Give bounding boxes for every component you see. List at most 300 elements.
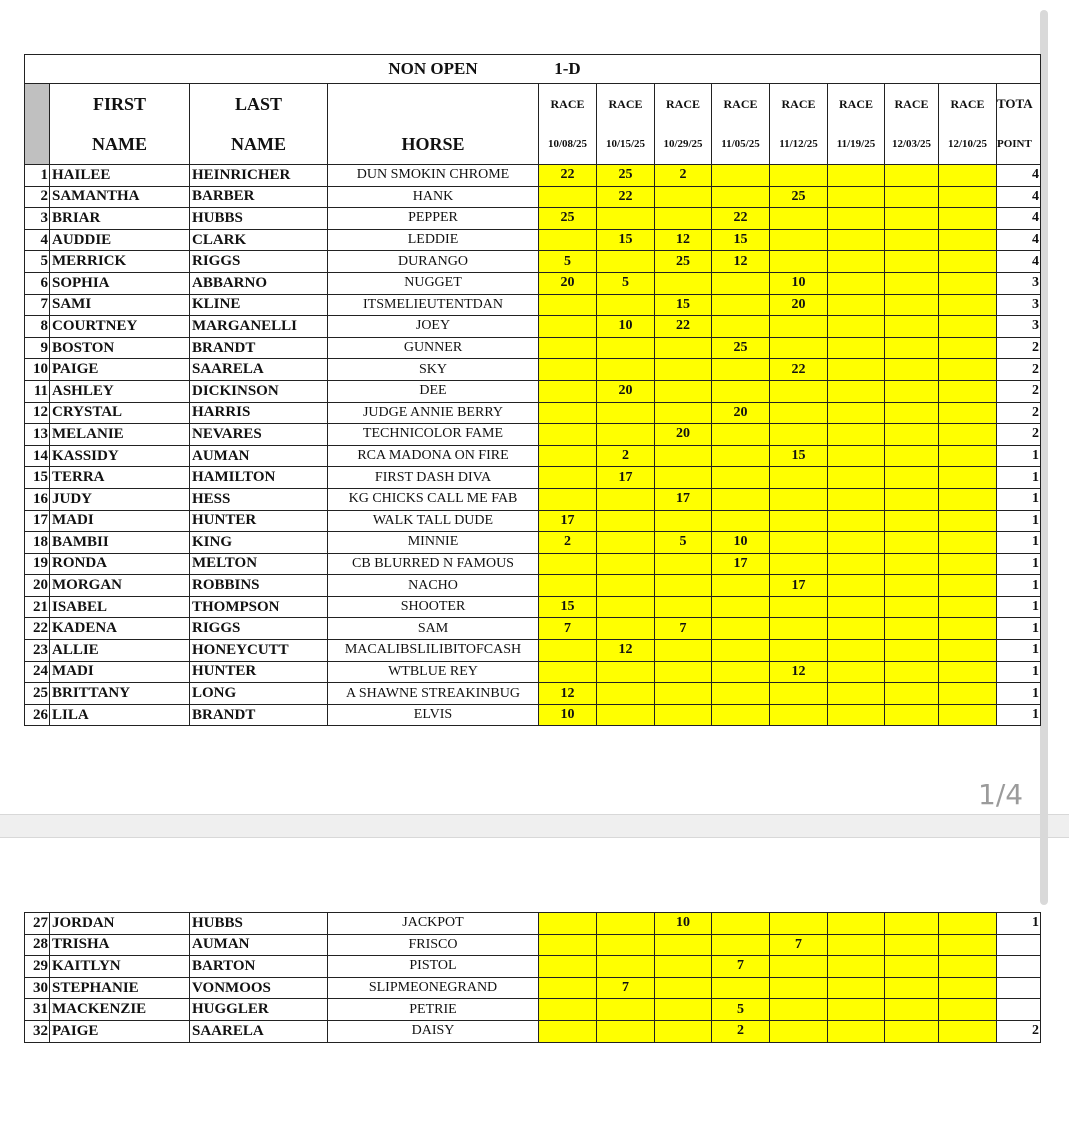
race-points-cell <box>655 661 712 683</box>
race-points-cell <box>539 294 597 316</box>
table-row <box>25 165 1041 187</box>
race-points-cell <box>655 445 712 467</box>
last-name-cell: BARTON <box>190 956 328 978</box>
race-points-cell: 15 <box>655 294 712 316</box>
race-points-cell <box>712 272 770 294</box>
race-points-cell <box>828 294 885 316</box>
race-points-cell <box>655 510 712 532</box>
race-date-header: 11/19/25 <box>828 124 885 165</box>
race-points-cell <box>828 229 885 251</box>
first-name-header-line1: FIRST <box>50 84 190 125</box>
race-points-cell <box>712 316 770 338</box>
horse-cell: GUNNER <box>328 337 539 359</box>
horse-cell: FRISCO <box>328 934 539 956</box>
scrollbar[interactable] <box>1040 10 1048 905</box>
race-points-cell: 10 <box>597 316 655 338</box>
race-points-cell <box>712 596 770 618</box>
horse-header: HORSE <box>328 124 539 165</box>
horse-cell: KG CHICKS CALL ME FAB <box>328 488 539 510</box>
race-points-cell <box>828 999 885 1021</box>
race-points-cell <box>712 380 770 402</box>
first-name-cell: MORGAN <box>50 575 190 597</box>
race-points-cell <box>939 956 997 978</box>
race-points-cell <box>712 488 770 510</box>
race-points-cell: 2 <box>712 1020 770 1042</box>
race-points-cell <box>712 424 770 446</box>
table-row <box>25 913 1041 935</box>
race-points-cell <box>597 956 655 978</box>
row-number: 25 <box>25 683 50 705</box>
first-name-cell: SAMANTHA <box>50 186 190 208</box>
race-points-cell <box>597 359 655 381</box>
horse-cell: WALK TALL DUDE <box>328 510 539 532</box>
total-points-cell: 3 <box>997 294 1041 316</box>
first-name-cell: MERRICK <box>50 251 190 273</box>
row-number: 29 <box>25 956 50 978</box>
row-number: 28 <box>25 934 50 956</box>
row-number: 16 <box>25 488 50 510</box>
horse-cell: TECHNICOLOR FAME <box>328 424 539 446</box>
total-header-line1: TOTA <box>997 84 1041 125</box>
header-row-1 <box>25 84 1041 125</box>
race-points-cell <box>885 661 939 683</box>
horse-cell: PETRIE <box>328 999 539 1021</box>
race-points-cell <box>828 208 885 230</box>
table-row <box>25 704 1041 726</box>
horse-cell: NACHO <box>328 575 539 597</box>
race-points-cell <box>597 532 655 554</box>
race-points-cell <box>939 337 997 359</box>
last-name-cell: MARGANELLI <box>190 316 328 338</box>
table-row <box>25 445 1041 467</box>
race-points-cell <box>885 424 939 446</box>
race-points-cell <box>939 488 997 510</box>
total-points-cell: 1 <box>997 575 1041 597</box>
first-name-cell: MADI <box>50 661 190 683</box>
row-number: 30 <box>25 977 50 999</box>
race-points-cell: 15 <box>597 229 655 251</box>
race-header: RACE <box>597 84 655 125</box>
race-points-cell <box>885 251 939 273</box>
race-points-cell: 20 <box>712 402 770 424</box>
standings-table-page1 <box>24 54 1041 726</box>
race-date-header: 12/03/25 <box>885 124 939 165</box>
race-points-cell: 12 <box>597 640 655 662</box>
horse-cell: DUN SMOKIN CHROME <box>328 165 539 187</box>
table-row <box>25 467 1041 489</box>
race-points-cell <box>770 704 828 726</box>
last-name-cell: SAARELA <box>190 359 328 381</box>
race-points-cell <box>885 1020 939 1042</box>
table-row <box>25 294 1041 316</box>
last-name-cell: HUBBS <box>190 913 328 935</box>
race-points-cell: 17 <box>597 467 655 489</box>
race-points-cell <box>828 272 885 294</box>
race-points-cell: 12 <box>770 661 828 683</box>
table-row <box>25 999 1041 1021</box>
first-name-cell: ISABEL <box>50 596 190 618</box>
race-points-cell <box>828 618 885 640</box>
row-number: 19 <box>25 553 50 575</box>
last-name-cell: SAARELA <box>190 1020 328 1042</box>
race-points-cell <box>597 294 655 316</box>
row-number: 27 <box>25 913 50 935</box>
row-number: 1 <box>25 165 50 187</box>
row-number: 11 <box>25 380 50 402</box>
total-points-cell: 1 <box>997 704 1041 726</box>
total-header-line2: POINT <box>997 124 1041 165</box>
total-points-cell: 2 <box>997 380 1041 402</box>
race-points-cell <box>655 999 712 1021</box>
race-points-cell <box>939 510 997 532</box>
race-points-cell <box>770 999 828 1021</box>
race-points-cell <box>939 683 997 705</box>
horse-cell: FIRST DASH DIVA <box>328 467 539 489</box>
race-points-cell <box>828 186 885 208</box>
race-points-cell <box>539 977 597 999</box>
horse-cell: LEDDIE <box>328 229 539 251</box>
race-points-cell <box>885 913 939 935</box>
race-points-cell <box>828 977 885 999</box>
race-points-cell <box>712 510 770 532</box>
division-label: 1-D <box>539 55 597 84</box>
total-points-cell: 1 <box>997 661 1041 683</box>
race-points-cell <box>828 445 885 467</box>
race-date-header: 10/15/25 <box>597 124 655 165</box>
race-points-cell: 12 <box>655 229 712 251</box>
table-row <box>25 683 1041 705</box>
race-points-cell <box>597 999 655 1021</box>
horse-cell: DAISY <box>328 1020 539 1042</box>
race-points-cell <box>828 661 885 683</box>
total-points-cell: 2 <box>997 402 1041 424</box>
race-points-cell <box>770 337 828 359</box>
race-points-cell <box>539 956 597 978</box>
race-points-cell <box>770 251 828 273</box>
race-points-cell <box>770 683 828 705</box>
race-points-cell: 17 <box>770 575 828 597</box>
race-points-cell <box>939 186 997 208</box>
race-header: RACE <box>655 84 712 125</box>
table-row <box>25 553 1041 575</box>
race-points-cell: 20 <box>655 424 712 446</box>
race-points-cell <box>539 186 597 208</box>
race-points-cell <box>939 251 997 273</box>
race-points-cell <box>655 683 712 705</box>
first-name-cell: TRISHA <box>50 934 190 956</box>
race-points-cell <box>539 380 597 402</box>
race-points-cell <box>828 467 885 489</box>
total-points-cell: 1 <box>997 596 1041 618</box>
first-name-cell: JUDY <box>50 488 190 510</box>
row-number: 14 <box>25 445 50 467</box>
total-points-cell: 1 <box>997 532 1041 554</box>
race-points-cell <box>770 913 828 935</box>
first-name-cell: COURTNEY <box>50 316 190 338</box>
sheet-title: NON OPEN <box>328 55 539 84</box>
horse-cell: JUDGE ANNIE BERRY <box>328 402 539 424</box>
race-points-cell <box>885 402 939 424</box>
race-points-cell <box>939 272 997 294</box>
race-points-cell <box>539 640 597 662</box>
race-header: RACE <box>939 84 997 125</box>
row-number: 21 <box>25 596 50 618</box>
last-name-cell: KING <box>190 532 328 554</box>
row-number: 15 <box>25 467 50 489</box>
race-points-cell <box>828 402 885 424</box>
race-points-cell: 20 <box>539 272 597 294</box>
race-points-cell <box>655 977 712 999</box>
race-points-cell <box>885 934 939 956</box>
last-name-cell: LONG <box>190 683 328 705</box>
race-points-cell <box>655 359 712 381</box>
race-points-cell <box>939 229 997 251</box>
race-points-cell: 7 <box>712 956 770 978</box>
race-points-cell <box>939 208 997 230</box>
race-points-cell <box>885 553 939 575</box>
row-number: 20 <box>25 575 50 597</box>
race-points-cell <box>712 704 770 726</box>
first-name-cell: SOPHIA <box>50 272 190 294</box>
row-number: 12 <box>25 402 50 424</box>
race-points-cell <box>712 640 770 662</box>
race-points-cell <box>597 661 655 683</box>
race-points-cell <box>828 575 885 597</box>
table-row <box>25 424 1041 446</box>
race-points-cell <box>828 913 885 935</box>
race-points-cell <box>885 445 939 467</box>
race-points-cell: 2 <box>597 445 655 467</box>
standings-table-page2 <box>24 912 1041 1043</box>
race-points-cell: 7 <box>770 934 828 956</box>
race-points-cell <box>939 618 997 640</box>
race-points-cell: 5 <box>597 272 655 294</box>
race-points-cell <box>885 229 939 251</box>
last-name-cell: MELTON <box>190 553 328 575</box>
race-date-header: 11/12/25 <box>770 124 828 165</box>
total-points-cell: 1 <box>997 553 1041 575</box>
race-points-cell <box>597 596 655 618</box>
horse-cell: CB BLURRED N FAMOUS <box>328 553 539 575</box>
total-points-cell <box>997 999 1041 1021</box>
race-points-cell: 15 <box>770 445 828 467</box>
horse-cell: SAM <box>328 618 539 640</box>
race-points-cell <box>828 596 885 618</box>
table-row <box>25 229 1041 251</box>
race-points-cell <box>885 618 939 640</box>
first-name-cell: BRITTANY <box>50 683 190 705</box>
row-number-header <box>25 84 50 165</box>
row-number: 26 <box>25 704 50 726</box>
row-number: 3 <box>25 208 50 230</box>
race-points-cell <box>597 913 655 935</box>
race-points-cell <box>828 359 885 381</box>
race-points-cell <box>539 337 597 359</box>
race-header: RACE <box>770 84 828 125</box>
last-name-header-line2: NAME <box>190 124 328 165</box>
race-points-cell <box>539 229 597 251</box>
race-points-cell: 15 <box>712 229 770 251</box>
row-number: 31 <box>25 999 50 1021</box>
race-points-cell <box>712 575 770 597</box>
race-points-cell: 22 <box>770 359 828 381</box>
horse-cell: DEE <box>328 380 539 402</box>
horse-cell: PISTOL <box>328 956 539 978</box>
race-points-cell <box>655 956 712 978</box>
race-points-cell <box>770 229 828 251</box>
race-points-cell: 5 <box>712 999 770 1021</box>
race-points-cell <box>539 402 597 424</box>
race-points-cell <box>828 683 885 705</box>
race-points-cell <box>770 532 828 554</box>
race-points-cell <box>712 467 770 489</box>
race-date-header: 10/08/25 <box>539 124 597 165</box>
race-points-cell <box>828 532 885 554</box>
race-points-cell <box>539 488 597 510</box>
race-date-header: 11/05/25 <box>712 124 770 165</box>
race-points-cell: 15 <box>539 596 597 618</box>
total-points-cell: 1 <box>997 510 1041 532</box>
race-points-cell <box>539 445 597 467</box>
race-points-cell <box>885 532 939 554</box>
race-points-cell <box>828 934 885 956</box>
table-row <box>25 661 1041 683</box>
horse-cell: DURANGO <box>328 251 539 273</box>
race-points-cell <box>939 467 997 489</box>
table-row <box>25 956 1041 978</box>
table-row <box>25 402 1041 424</box>
race-points-cell: 22 <box>597 186 655 208</box>
race-header: RACE <box>539 84 597 125</box>
race-points-cell <box>939 553 997 575</box>
race-points-cell <box>885 977 939 999</box>
total-points-cell <box>997 934 1041 956</box>
race-points-cell: 12 <box>539 683 597 705</box>
race-points-cell <box>539 316 597 338</box>
race-points-cell <box>597 488 655 510</box>
race-points-cell <box>539 467 597 489</box>
race-points-cell: 20 <box>597 380 655 402</box>
race-points-cell <box>885 999 939 1021</box>
race-points-cell <box>828 488 885 510</box>
first-name-cell: STEPHANIE <box>50 977 190 999</box>
race-points-cell <box>828 1020 885 1042</box>
race-points-cell <box>828 553 885 575</box>
last-name-cell: HESS <box>190 488 328 510</box>
horse-cell: SHOOTER <box>328 596 539 618</box>
race-points-cell <box>939 1020 997 1042</box>
race-points-cell <box>712 359 770 381</box>
race-points-cell <box>939 316 997 338</box>
race-points-cell <box>885 208 939 230</box>
header-row-2 <box>25 124 1041 165</box>
total-points-cell: 2 <box>997 424 1041 446</box>
race-points-cell <box>655 272 712 294</box>
first-name-cell: PAIGE <box>50 1020 190 1042</box>
last-name-cell: CLARK <box>190 229 328 251</box>
race-points-cell <box>939 380 997 402</box>
race-points-cell: 22 <box>712 208 770 230</box>
first-name-cell: TERRA <box>50 467 190 489</box>
table-row <box>25 618 1041 640</box>
first-name-cell: ASHLEY <box>50 380 190 402</box>
table-row <box>25 1020 1041 1042</box>
race-points-cell <box>828 165 885 187</box>
race-points-cell <box>939 977 997 999</box>
race-points-cell <box>885 272 939 294</box>
race-points-cell <box>828 956 885 978</box>
race-points-cell: 17 <box>712 553 770 575</box>
race-points-cell: 25 <box>655 251 712 273</box>
horse-cell: SLIPMEONEGRAND <box>328 977 539 999</box>
race-points-cell <box>770 424 828 446</box>
race-points-cell <box>712 977 770 999</box>
last-name-cell: THOMPSON <box>190 596 328 618</box>
race-points-cell <box>597 510 655 532</box>
total-points-cell: 1 <box>997 467 1041 489</box>
total-points-cell: 3 <box>997 316 1041 338</box>
race-date-header: 12/10/25 <box>939 124 997 165</box>
first-name-cell: ALLIE <box>50 640 190 662</box>
race-points-cell <box>939 596 997 618</box>
race-points-cell <box>939 661 997 683</box>
race-points-cell <box>828 424 885 446</box>
last-name-cell: HAMILTON <box>190 467 328 489</box>
race-points-cell <box>712 661 770 683</box>
first-name-cell: CRYSTAL <box>50 402 190 424</box>
race-points-cell: 10 <box>770 272 828 294</box>
race-points-cell: 10 <box>712 532 770 554</box>
race-points-cell <box>539 913 597 935</box>
race-points-cell <box>939 913 997 935</box>
last-name-cell: NEVARES <box>190 424 328 446</box>
race-points-cell <box>597 553 655 575</box>
race-points-cell <box>939 402 997 424</box>
first-name-cell: BAMBII <box>50 532 190 554</box>
last-name-cell: DICKINSON <box>190 380 328 402</box>
total-points-cell: 1 <box>997 488 1041 510</box>
race-points-cell <box>655 704 712 726</box>
race-header: RACE <box>712 84 770 125</box>
race-points-cell <box>770 510 828 532</box>
race-points-cell: 2 <box>655 165 712 187</box>
last-name-cell: BARBER <box>190 186 328 208</box>
row-number: 13 <box>25 424 50 446</box>
race-points-cell <box>712 913 770 935</box>
total-points-cell: 4 <box>997 251 1041 273</box>
race-points-cell <box>770 553 828 575</box>
race-points-cell <box>539 424 597 446</box>
race-points-cell <box>770 402 828 424</box>
last-name-cell: BRANDT <box>190 704 328 726</box>
row-number: 6 <box>25 272 50 294</box>
race-points-cell <box>885 575 939 597</box>
row-number: 4 <box>25 229 50 251</box>
total-points-cell: 4 <box>997 208 1041 230</box>
last-name-cell: HUNTER <box>190 510 328 532</box>
race-points-cell <box>770 488 828 510</box>
race-points-cell <box>885 956 939 978</box>
race-points-cell <box>939 934 997 956</box>
horse-cell: WTBLUE REY <box>328 661 539 683</box>
race-points-cell <box>597 402 655 424</box>
row-number: 5 <box>25 251 50 273</box>
race-points-cell <box>655 640 712 662</box>
race-points-cell <box>828 640 885 662</box>
total-points-cell: 1 <box>997 445 1041 467</box>
row-number: 8 <box>25 316 50 338</box>
race-points-cell: 22 <box>539 165 597 187</box>
